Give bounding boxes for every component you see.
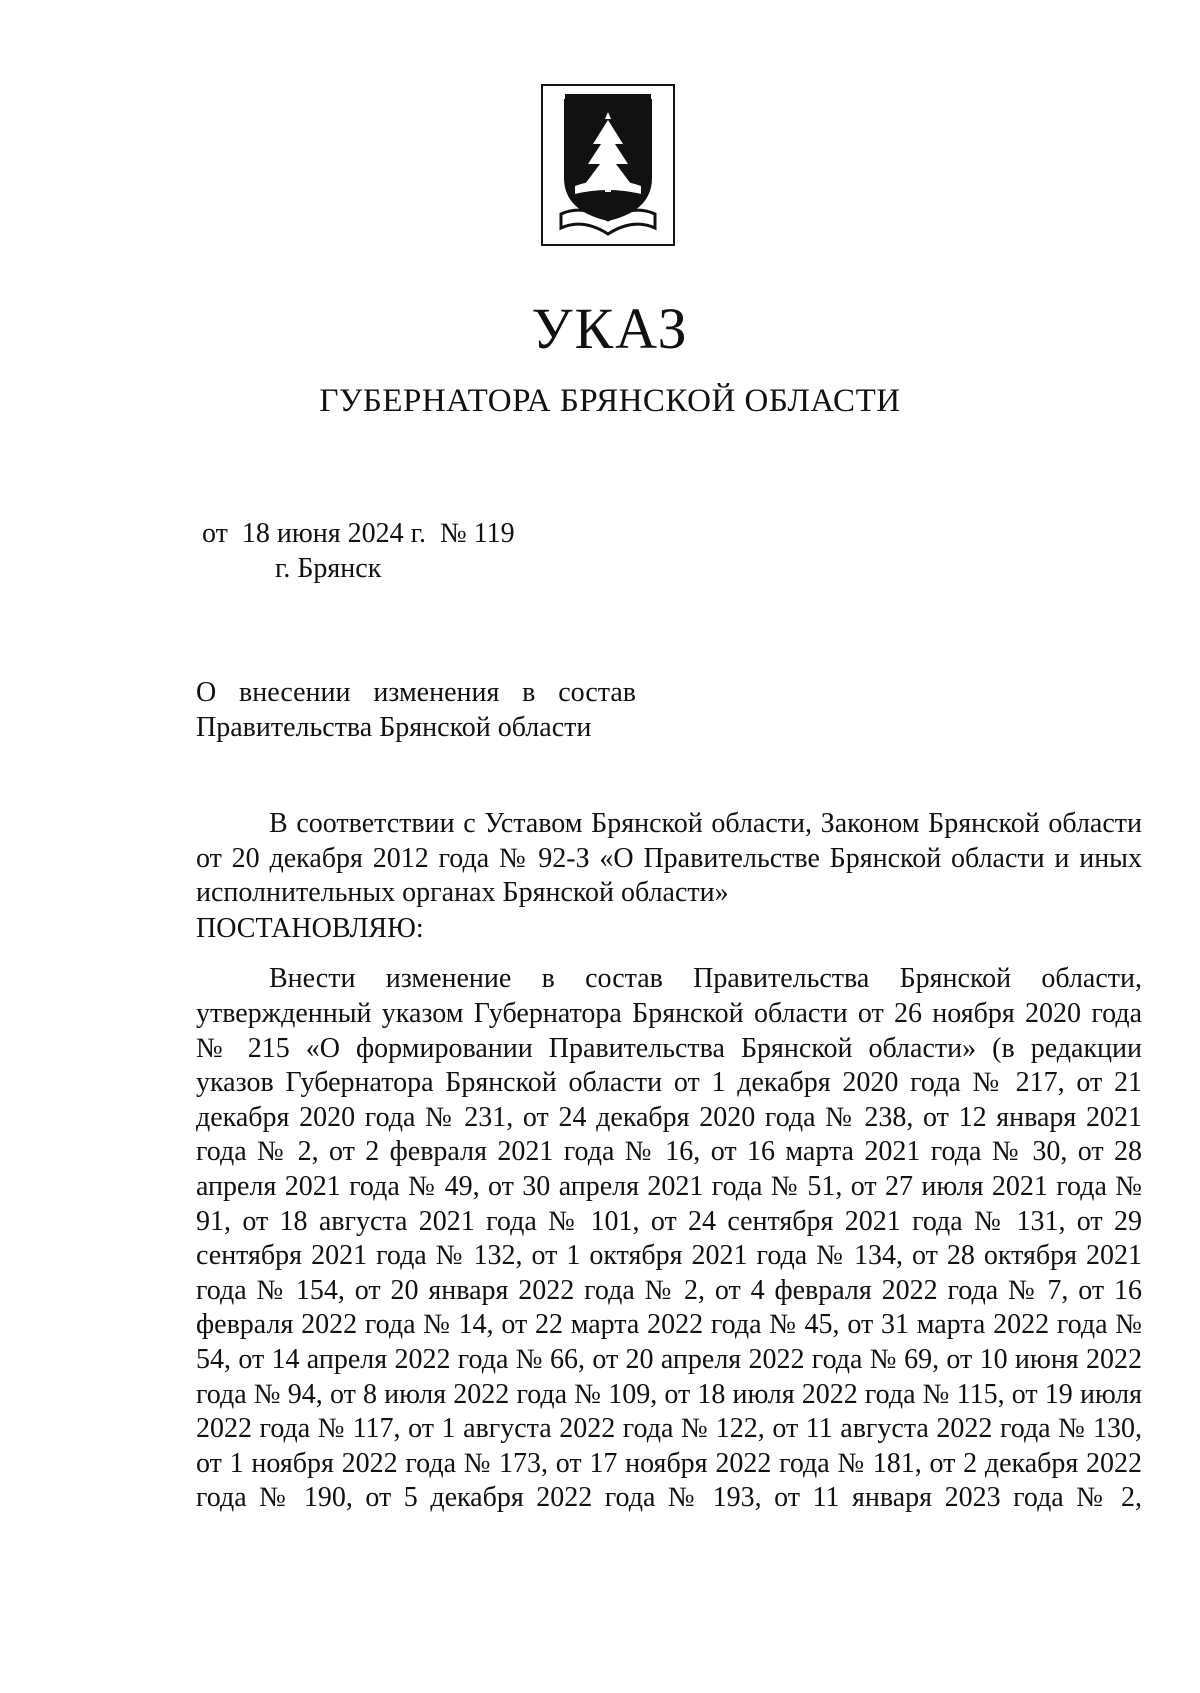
preamble-paragraph: В соответствии с Уставом Брянской области, Законом Брянской области от 20 декабря 2012 года № 92-З «О Правительстве Брянской области и иных исполнительных органах Брянской области» [196,808,1142,909]
document-subject [196,675,636,745]
coat-of-arms-drawing [543,86,673,244]
subject-line-1: О внесении изменения в состав [196,677,636,708]
document-subtitle: ГУБЕРНАТОРА БРЯНСКОЙ ОБЛАСТИ [319,383,901,419]
date-and-number: от 18 июня 2024 г. № 119 [202,518,515,549]
decree-word: ПОСТАНОВЛЯЮ: [196,912,424,944]
issue-city: г. Брянск [275,553,382,584]
subject-line-2: Правительства Брянской области [196,712,592,743]
main-paragraph: Внести изменение в состав Правительства Брянской области, утвержденный указом Губернатора Брянской области от 26 ноября 2020 года № 215 «О формировании Правительства Брянской области» (в редакции указов Губернатора Брянской области от 1 декабря 2020 года № 217, от 21 декабря 2020 года № 231, от 24 декабря 2020 года № 238, от 12 января 2021 года № 2, от 2 февраля 2021 года № 16, от 16 марта 2021 года № 30, от 28 апреля 2021 года № 49, от 30 апреля 2021 года № 51, от 27 июля 2021 года № 91, от 18 августа 2021 года № 101, от 24 сентября 2021 года № 131, от 29 сентября 2021 года № 132, от 1 октября 2021 года № 134, от 28 октября 2021 года № 154, от 20 января 2022 года № 2, от 4 февраля 2022 года № 7, от 16 февраля 2022 года № 14, от 22 марта 2022 года № 45, от 31 марта 2022 года № 54, от 14 апреля 2022 года № 66, от 20 апреля 2022 года № 69, от 10 июня 2022 года № 94, от 8 июля 2022 года № 109, от 18 июля 2022 года № 115, от 19 июля 2022 года № 117, от 1 августа 2022 года № 122, от 11 августа 2022 года № 130, от 1 ноября 2022 года № 173, от 17 ноября 2022 года № 181, от 2 декабря 2022 года № 190, от 5 декабря 2022 года № 193, от 11 января 2023 года № 2, [196,963,1142,1514]
document-body [196,807,1142,1544]
document-title: УКАЗ [531,296,689,361]
coat-of-arms-icon [541,84,675,246]
